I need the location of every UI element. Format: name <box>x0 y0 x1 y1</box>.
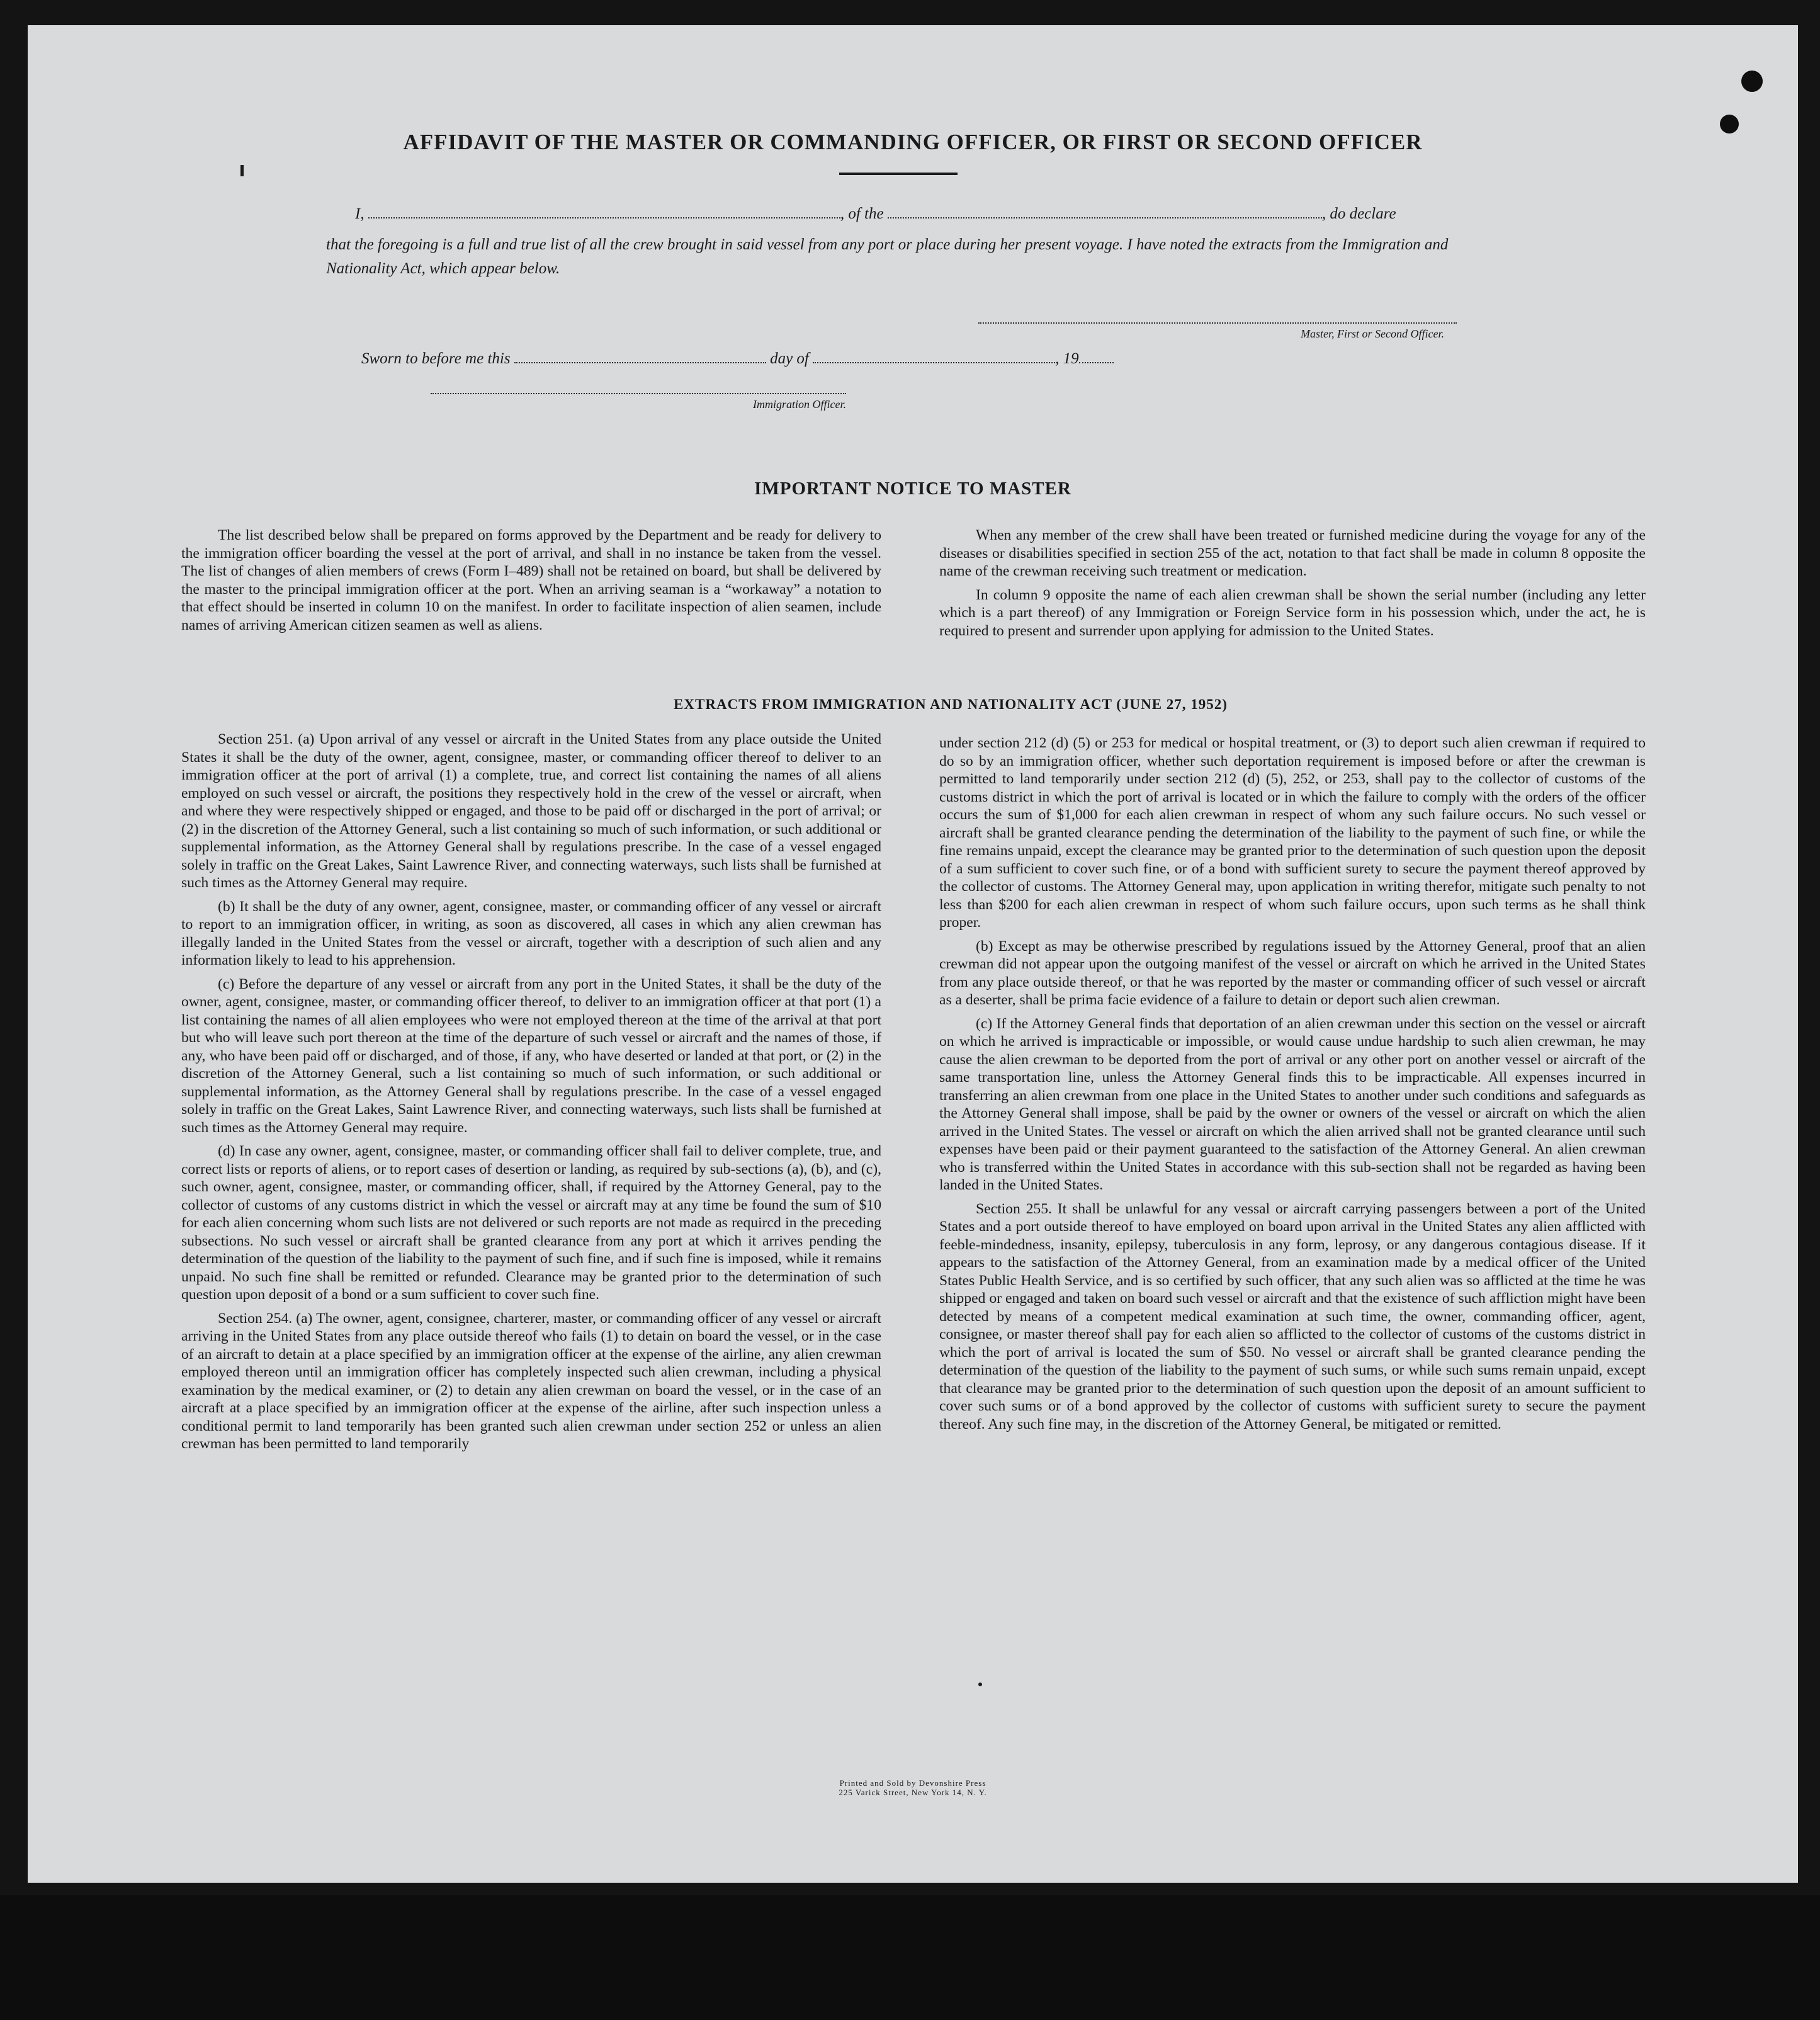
ink-blot-mark <box>1741 71 1763 92</box>
imprint-line-2: 225 Varick Street, New York 14, N. Y. <box>839 1788 987 1797</box>
section-paragraph: Section 251. (a) Upon arrival of any vessel or aircraft in the United States from any place outside the United States it shall be the duty of the owner, agent, consignee, master, or commanding officer thereof to deliver to an immigration officer at the port of arrival (1) a complete, true, and correct list containing the names of all aliens employed on such vessel or aircraft, the positions they respectively hold in the crew of the vessel or aircraft, when and where they were respectively shipped or engaged, and those to be paid off or discharged in the port of arrival; or (2) in the discretion of the Attorney General, such a list containing so much of such information, or such additional or supplemental information, as the Attorney General shall by regulations prescribe. In the case of a vessel engaged solely in traffic on the Great Lakes, Saint Lawrence River, and connecting waterways, such lists shall be furnished at such times as the Attorney General may require. <box>181 731 881 891</box>
section-paragraph: (c) If the Attorney General finds that deportation of an alien crewman under this section on the vessel or aircraft on which he arrived is impracticable or impossible, or would cause undue hardship to such alien crewman, he may cause the alien crewman to be deported from the port of arrival or any other port on another vessel or aircraft of the same transportation line, unless the Attorney General finds this to be impracticable. All expenses incurred in transferring an alien crewman from one place in the United States to another under such conditions and safeguards as the Attorney General shall impose, shall be paid by the owner or owners of the vessel or aircraft on which the alien arrived in the United States. The vessel or aircraft on which the alien arrived shall not be granted clearance until such expenses have been paid or their payment guaranteed to the satisfaction of the Attorney General. An alien crewman who is transferred within the United States in accordance with this sub-section shall not be regarded as having been landed in the United States. <box>939 1015 1646 1193</box>
sworn-year-field[interactable] <box>1079 355 1114 363</box>
extracts-left-column <box>181 730 881 1459</box>
master-signature-label: Master, First or Second Officer. <box>1301 327 1444 340</box>
immigration-officer-signature-line[interactable] <box>431 393 846 394</box>
scan-speck <box>978 1682 982 1686</box>
title-rule <box>839 173 958 175</box>
of-the-label: , of the <box>840 205 884 222</box>
name-field[interactable] <box>368 210 840 218</box>
notice-left-column <box>181 526 881 640</box>
extracts-title: EXTRACTS FROM IMMIGRATION AND NATIONALITY ACT (JUNE 27, 1952) <box>674 696 1228 712</box>
notice-right-column <box>939 526 1646 645</box>
i-label: I, <box>355 205 365 222</box>
year-label: , 19 <box>1055 350 1079 367</box>
ink-blot-mark <box>1720 115 1739 133</box>
sworn-month-field[interactable] <box>813 355 1055 363</box>
immigration-officer-label: Immigration Officer. <box>753 398 846 411</box>
day-of-label: day of <box>770 350 809 367</box>
notice-paragraph: The list described below shall be prepared on forms approved by the Department and be ready for delivery to the immigration officer boarding the vessel at the port of arrival, and shall in no instance be taken from the vessel. The list of changes of alien members of crews (Form I–489) shall not be retained on board, but shall be delivered by the master to the principal immigration officer at the port. When an arriving seaman is a “workaway” a notation to that effect should be inserted in column 10 on the manifest. In order to facilitate inspection of alien seamen, include names of arriving American citizen seamen as well as aliens. <box>181 527 881 633</box>
section-paragraph: Section 255. It shall be unlawful for any vessal or aircraft carrying passengers between a port of the United States and a port outside thereof to have employed on board upon arrival in the United States any alien afflicted with feeble-mindedness, insanity, epilepsy, tuberculosis in any form, leprosy, or any dangerous contagious disease. If it appears to the satisfaction of the Attorney General, from an examination made by a medical officer of the United States Public Health Service, and is so certified by such officer, that any such alien was so afflicted at the time he was shipped or engaged and taken on board such vessel or aircraft and that the existence of such affliction might have been detected by means of a competent medical examination at such time, the owner, commanding officer, agent, consignee, or master thereof shall pay for each alien so afflicted to the collector of customs of the customs district in which the port of arrival is located the sum of $50. No vessel or aircraft shall be granted clearance pending the determination of the question of the liability to the payment of such sums, or while such sums remain unpaid, except that clearance may be granted prior to the determination of such question upon the deposit of an amount sufficient to cover such sums or of a bond approved by the collector of customs with sufficient surety to secure the payment thereof. Any such fine may, in the discretion of the Attorney General, be mitigated or remitted. <box>939 1200 1646 1433</box>
scan-border <box>0 1895 1820 2020</box>
extracts-right-column <box>939 734 1646 1439</box>
form-page <box>28 25 1798 1883</box>
printer-imprint <box>28 1778 1798 1797</box>
section-paragraph: (b) Except as may be otherwise prescribed by regulations issued by the Attorney General, proof that an alien crewman did not appear upon the outgoing manifest of the vessel or aircraft on which he arrived in the United States from any place outside thereof, or that he was reported by the master or commanding officer of such vessel or aircraft as a deserter, shall be prima facie evidence of a failure to detain or deport such alien crewman. <box>939 938 1646 1008</box>
section-paragraph: (b) It shall be the duty of any owner, agent, consignee, master, or commanding officer of any vessel or aircraft to report to an immigration officer, in writing, as soon as discovered, all cases in which any alien crewman has illegally landed in the United States from the vessel or aircraft, together with a description of such alien and any information likely to lead to his apprehension. <box>181 898 881 968</box>
imprint-line-1: Printed and Sold by Devonshire Press <box>839 1778 986 1788</box>
do-declare-label: , do declare <box>1321 205 1396 222</box>
position-field[interactable] <box>888 210 1322 218</box>
sworn-day-field[interactable] <box>514 355 766 363</box>
affidavit-title: AFFIDAVIT OF THE MASTER OR COMMANDING OFFICER, OR FIRST OR SECOND OFFICER <box>403 130 1423 154</box>
section-paragraph: (d) In case any owner, agent, consignee, master, or commanding officer shall fail to deliver complete, true, and correct lists or reports of aliens, or to report cases of desertion or landing, as required by sub-sections (a), (b), and (c), such owner, agent, consignee, master, or commanding officer, shall, if required by the Attorney General, pay to the collector of customs of any customs district in which the vessel or aircraft may at any time be found the sum of $10 for each alien concerning whom such lists are not delivered or such reports are not made as requircd in the preceding subsections. No such vessel or aircraft shall be granted clearance from any port at which it arrives pending the determination of the question of the liability to the payment of such fine, and if such fine is imposed, while it remains unpaid. No such fine shall be remitted or refunded. Clearance may be granted prior to the determination of such question upon deposit of a bond or a sum sufficient to cover such fine. <box>181 1143 881 1303</box>
section-continuation: under section 212 (d) (5) or 253 for medical or hospital treatment, or (3) to deport such alien crewman if required to do so by an immigration officer, whether such deportation requirement is imposed before or after the crewman is permitted to land temporarily under section 212 (d) (5), 252, or 253, shall pay to the collector of customs of the customs district in which the port of arrival is located or in which the failure to comply with the orders of the officer occurs the sum of $1,000 for each alien crewman in respect of whom any such failure occurs. No such vessel or aircraft shall be granted clearance pending the determination of the liability to the payment of such fine, or while the fine remains unpaid, except the clearance may be granted prior to the determination of such question upon the deposit of a sum sufficient to cover such fine, or of a bond with sufficient surety to secure the payment thereof approved by the collector of customs. The Attorney General may, upon application in writing therefor, mitigate such penalty to not less than $200 for each alien crewman in respect of whom such failure occurs, upon such terms as he shall think proper. <box>939 735 1646 931</box>
sworn-line <box>361 350 1243 368</box>
declaration-text: that the foregoing is a full and true list of all the crew brought in said vessel from any port or place during her present voyage. I have noted the extracts from the Immigration and Nationality Act, which appear below. <box>326 236 1449 277</box>
sworn-label: Sworn to before me this <box>361 350 511 367</box>
master-signature-line[interactable] <box>978 322 1457 324</box>
section-paragraph: (c) Before the departure of any vessel or aircraft from any port in the United States, it shall be the duty of the owner, agent, consignee, master, or commanding officer thereof, to deliver to an immigration officer at that port (1) a list containing the names of all alien employees who were not employed thereon at the time of the arrival at that port but who will leave such port thereon at the time of the departure of such vessel or aircraft and the names of those, if any, who have been paid off or discharged, and of those, if any, who have deserted or landed at that port, or (2) in the discretion of the Attorney General, such a list containing so much of such information, or such additional or supplemental information, as the Attorney General shall by regulations prescribe. In the case of a vessel engaged solely in traffic on the Great Lakes, Saint Lawrence River, and connecting waterways, such lists shall be furnished at such times as the Attorney General may require. <box>181 975 881 1136</box>
notice-paragraph: In column 9 opposite the name of each alien crewman shall be shown the serial number (including any letter which is a part thereof) of any Immigration or Foreign Service form in his possession which, under the act, he is required to present and surrender upon applying for admission to the United States. <box>939 586 1646 639</box>
section-paragraph: Section 254. (a) The owner, agent, consignee, charterer, master, or commanding officer of any vessel or aircraft arriving in the United States from any place outside thereof who fails (1) to detain on board the vessel, or in the case of an aircraft to detain at a place specified by an immigration officer at the expense of the airline, any alien crewman employed thereon until an immigration officer has completely inspected such alien crewman, including a physical examination by the medical examiner, or (2) to detain any alien crewman on board the vessel, or in the case of an aircraft at a place specified by an immigration officer at the expense of the airline, after such inspection unless a conditional permit to land temporarily has been granted such alien crewman under section 252 or unless an alien crewman has been permitted to land temporarily <box>181 1310 881 1452</box>
declarant-line <box>355 205 1495 223</box>
notice-paragraph: When any member of the crew shall have been treated or furnished medicine during the voyage for any of the diseases or disabilities specified in section 255 of the act, notation to that fact shall be made in column 8 opposite the name of the crewman receiving such treatment or medication. <box>939 527 1646 579</box>
notice-title: IMPORTANT NOTICE TO MASTER <box>754 479 1071 499</box>
scan-speck <box>240 165 244 176</box>
